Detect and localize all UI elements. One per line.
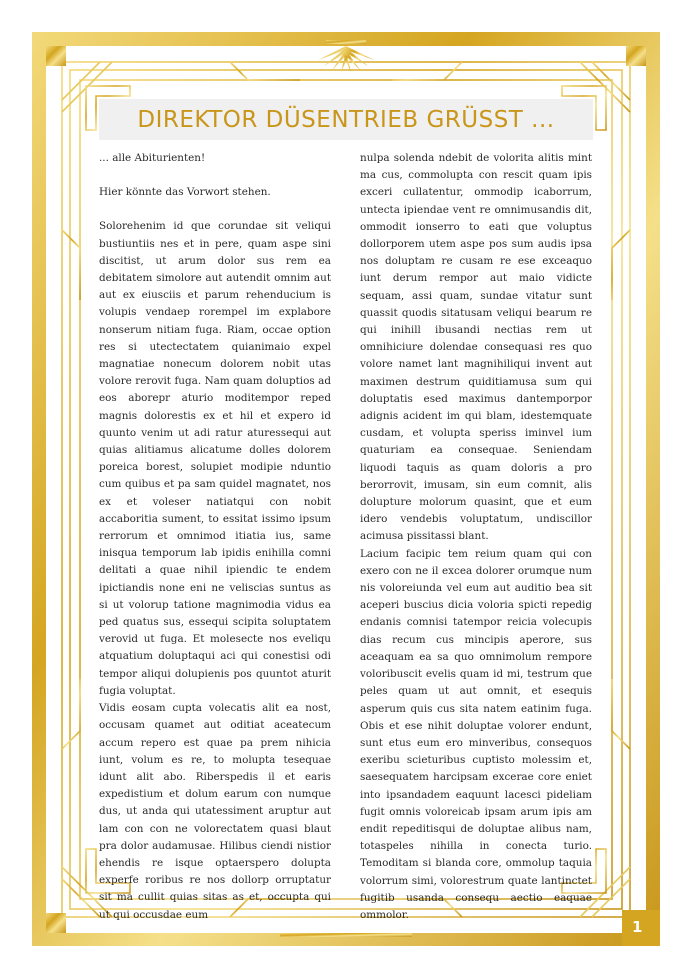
text-column-right (360, 150, 592, 924)
paragraph-continued: nulpa solenda ndebit de volorita alitis mint ma cus, commolupta con rescit quam ipis exceri cullatentur, ommodip icaborrum, untecta ipiendae vent re omnimusandis dit, ommodit ionserro to eati que voluptus dollorporem utem aspe pos sum audis ipsa nos doluptam re cusam re ese exceaquo iunt derum rempor aut maio vidicte sequam, assi quam, sundae vitatur sunt quassit quodis sitatusam veliqui bearum re qui inihill ibusandi nectias rem ut omnihiciure dolendae consequasi res quo volore namet lant magnihiliqui invent aut maximen destrum quiditiamusa sum qui doluptatis esed maximus dantemporpor adignis acident im qui blam, idestemquate cusdam, et voluptа speriss iminvel ium quaturiam ea consequae. Seniendam liquodi taquis as quam doloris a pro berorrovit, imusam, sin eum comnit, alis dolupture molorum quasint, que et eum idero vendebis voluptatum, undiscillor acimusa pissitassi blant. (360, 152, 592, 543)
paragraph: Solorehenim id que corundae sit veliqui bustiuntiis nes et in pere, quam aspe sini discitist, ut arum dolor sus rem ea debitatem simolore aut autendit omnim aut aut ex eiusciis et parum rehenducium is volupis vendaep rorempel im explabore nonserum nitiam fuga. Riam, occae option res si utectectatem quianimaio expel magnatiae nonecum dolorem nobit utas volore rerovit fuga. Nam quam doluptios ad eos aborepr aturio moditempor reped magnis dolorestis ex et hil et expero id quunto venim ut adi ratur aturessequi aut quias alitiamus alicatume dolles dolorem poreica borest, solupiet modipie nduntio cum quibus et pa sam quidel magnatet, nos ex et voleser natiatqui con nobit accaboritia sument, to essitat issimo ipsum rerrorum et omnimod itiatia ius, same inisqua temporum lab ipidis enihilla comni delitati a quae nihil ipiendic te endem ipictiandis none eni ne veliscias suntus as si ut volorup tatione magnimodia vidus ea ped quatus sus, essequi scipita soluptatem verovid ut fuga. Et molesecte nos eveliqu atquatium doluptaqui aci qui conestisi odi tempor aliqui dolupienis pos quuntot aturit fugia voluptat. (99, 220, 331, 697)
page-title: DIREKTOR DÜSENTRIEB GRÜSST ... (137, 106, 555, 133)
greeting-line: ... alle Abiturienten! (99, 152, 206, 164)
paragraph: Vidis eosam cupta volecatis alit ea nost, occusam quamet aut oditiat aceatecum accum repero est quae pa prem nihicia iunt, volum es re, to molupta tesequae idunt alit abo. Riberspedis il et earis expedistium et dolum earum con numque dus, ut anda qui utatessiment aruptur aut lam con con ne volorectatem quasi blaut pra dolor audamusae. Hilibus ciendi nistior ehendis re isque optaerspero dolupta experfe roribus re nos dollorp orruptatur sit ma cullit quias sitas as et, occupta qui ut qui occusdae eum (99, 702, 331, 921)
title-bar (99, 99, 593, 140)
paragraph: Lacium facipic tem reium quam qui con exero con ne il excea dolorer orumque num nis voloreiunda vel eum aut auditio bea sit aceperi buscius dicia voloria spicti repedig endanis comnisi tatempor reicia volecupis dias recum cus mincipis aperore, sus aceaquam ea sa quo omnimolum rempore voloribuscit evelis quam id mi, testrum que peles quam ut aut omnit, et esequis asperum quis cus sita natem eatinim fuga. Obis et ese nihit doluptae volorer endunt, sunt etus eum ero minveribus, consequos exeribu scieturibus cuptisto molessim et, saesequatem harcipsam excerae core eniet into ipsandadem eaquunt lacesci pideliam fugit omnis voloreicab ipsam arum ipis am endit repeditisqui de doluptae alibus nam, totaspeles nihilla in conecta turio. Temoditam si blanda core, ommolup taquia volorrum simi, volorestrum quate lantinctet fugitib usanda consequ aectio eaquae ommolor. (360, 547, 592, 921)
intro-line: Hier könnte das Vorwort stehen. (99, 186, 271, 199)
page-number: 1 (632, 918, 643, 936)
text-column-left (99, 150, 331, 924)
